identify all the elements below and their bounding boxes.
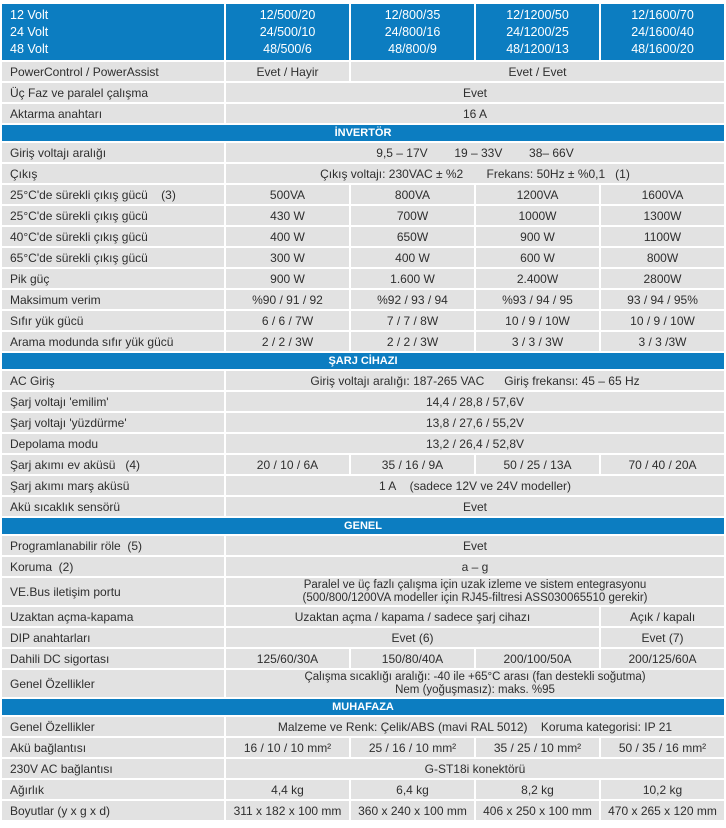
spec-row	[2, 578, 724, 605]
spec-value-cell: 800W	[601, 248, 724, 267]
spec-value-cell: 2.400W	[476, 269, 599, 288]
spec-value-cell: 500VA	[226, 185, 349, 204]
spec-row	[2, 801, 724, 820]
spec-value-cell: Evet	[226, 83, 724, 102]
spec-value-cell: 9,5 – 17V 19 – 33V 38– 66V	[226, 143, 724, 162]
spec-row	[2, 536, 724, 555]
model-name-cell: 12/1600/70 24/1600/40 48/1600/20	[601, 4, 724, 60]
spec-value-cell: Evet (7)	[601, 628, 724, 647]
spec-row	[2, 164, 724, 183]
spec-row	[2, 104, 724, 123]
spec-value-cell: 700W	[351, 206, 474, 225]
spec-value-cell: 1100W	[601, 227, 724, 246]
spec-row	[2, 780, 724, 799]
spec-value-cell: 400 W	[226, 227, 349, 246]
section-header-row	[2, 699, 724, 715]
spec-row	[2, 332, 724, 351]
spec-row	[2, 759, 724, 778]
spec-label-cell: Akü bağlantısı	[2, 738, 224, 757]
spec-value-cell: 50 / 35 / 16 mm²	[601, 738, 724, 757]
spec-row	[2, 476, 724, 495]
spec-label-cell: Dahili DC sigortası	[2, 649, 224, 668]
spec-row	[2, 717, 724, 736]
spec-label-cell: Aktarma anahtarı	[2, 104, 224, 123]
spec-label-cell: Şarj akımı marş aküsü	[2, 476, 224, 495]
spec-value-cell: 1 A (sadece 12V ve 24V modeller)	[226, 476, 724, 495]
spec-row	[2, 311, 724, 330]
spec-label-cell: 40°C'de sürekli çıkış gücü	[2, 227, 224, 246]
spec-row	[2, 248, 724, 267]
spec-value-cell: Malzeme ve Renk: Çelik/ABS (mavi RAL 5012) Koruma kategorisi: IP 21	[226, 717, 724, 736]
spec-value-cell: Paralel ve üç fazlı çalışma için uzak izleme ve sistem entegrasyonu (500/800/1200VA modeller için RJ45-filtresi ASS030065510 gerekir)	[226, 578, 724, 605]
spec-value-cell: Açık / kapalı	[601, 607, 724, 626]
spec-label-cell: Programlanabilir röle (5)	[2, 536, 224, 555]
spec-label-cell: Genel Özellikler	[2, 717, 224, 736]
spec-label-cell: 25°C'de sürekli çıkış gücü	[2, 206, 224, 225]
spec-value-cell: 16 / 10 / 10 mm²	[226, 738, 349, 757]
spec-value-cell: 20 / 10 / 6A	[226, 455, 349, 474]
spec-label-cell: DIP anahtarları	[2, 628, 224, 647]
spec-value-cell: 1200VA	[476, 185, 599, 204]
spec-value-cell: 360 x 240 x 100 mm	[351, 801, 474, 820]
spec-value-cell: 8,2 kg	[476, 780, 599, 799]
spec-label-cell: Üç Faz ve paralel çalışma	[2, 83, 224, 102]
spec-value-cell: 93 / 94 / 95%	[601, 290, 724, 309]
spec-label-cell: 25°C'de sürekli çıkış gücü (3)	[2, 185, 224, 204]
spec-label-cell: Giriş voltajı aralığı	[2, 143, 224, 162]
spec-value-cell: 406 x 250 x 100 mm	[476, 801, 599, 820]
spec-label-cell: VE.Bus iletişim portu	[2, 578, 224, 605]
spec-table	[0, 2, 726, 822]
spec-value-cell: Evet	[226, 497, 724, 516]
spec-label-cell: 230V AC bağlantısı	[2, 759, 224, 778]
spec-value-cell: G-ST18i konektörü	[226, 759, 724, 778]
model-name-cell: 12/1200/50 24/1200/25 48/1200/13	[476, 4, 599, 60]
spec-value-cell: 430 W	[226, 206, 349, 225]
spec-label-cell: Genel Özellikler	[2, 670, 224, 697]
spec-value-cell: 1.600 W	[351, 269, 474, 288]
spec-value-cell: 16 A	[226, 104, 724, 123]
spec-value-cell: 200/125/60A	[601, 649, 724, 668]
spec-value-cell: 150/80/40A	[351, 649, 474, 668]
spec-row	[2, 738, 724, 757]
spec-label-cell: Şarj voltajı 'emilim'	[2, 392, 224, 411]
spec-row	[2, 607, 724, 626]
model-header-row	[2, 4, 724, 60]
spec-row	[2, 143, 724, 162]
spec-value-cell: 7 / 7 / 8W	[351, 311, 474, 330]
spec-label-cell: Şarj akımı ev aküsü (4)	[2, 455, 224, 474]
spec-value-cell: Evet	[226, 536, 724, 555]
spec-value-cell: %90 / 91 / 92	[226, 290, 349, 309]
spec-label-cell: Ağırlık	[2, 780, 224, 799]
spec-value-cell: 900 W	[476, 227, 599, 246]
spec-value-cell: 3 / 3 /3W	[601, 332, 724, 351]
spec-value-cell: 200/100/50A	[476, 649, 599, 668]
spec-value-cell: 300 W	[226, 248, 349, 267]
spec-value-cell: 6 / 6 / 7W	[226, 311, 349, 330]
spec-row	[2, 649, 724, 668]
section-title: İNVERTÖR	[2, 125, 724, 141]
spec-value-cell: Evet (6)	[226, 628, 599, 647]
spec-value-cell: 35 / 16 / 9A	[351, 455, 474, 474]
spec-row	[2, 455, 724, 474]
spec-value-cell: 2 / 2 / 3W	[226, 332, 349, 351]
spec-label-cell: 65°C'de sürekli çıkış gücü	[2, 248, 224, 267]
spec-label-cell: Maksimum verim	[2, 290, 224, 309]
model-voltage-cell: 12 Volt 24 Volt 48 Volt	[2, 4, 224, 60]
spec-value-cell: 4,4 kg	[226, 780, 349, 799]
spec-row	[2, 557, 724, 576]
spec-value-cell: 2 / 2 / 3W	[351, 332, 474, 351]
spec-label-cell: Arama modunda sıfır yük gücü	[2, 332, 224, 351]
spec-label-cell: Koruma (2)	[2, 557, 224, 576]
spec-value-cell: 13,2 / 26,4 / 52,8V	[226, 434, 724, 453]
spec-value-cell: 470 x 265 x 120 mm	[601, 801, 724, 820]
spec-row	[2, 290, 724, 309]
spec-value-cell: 10 / 9 / 10W	[601, 311, 724, 330]
spec-value-cell: 800VA	[351, 185, 474, 204]
spec-value-cell: Evet / Evet	[351, 62, 724, 81]
section-title: MUHAFAZA	[2, 699, 724, 715]
spec-label-cell: Şarj voltajı 'yüzdürme'	[2, 413, 224, 432]
spec-value-cell: 1600VA	[601, 185, 724, 204]
spec-label-cell: AC Giriş	[2, 371, 224, 390]
spec-table-body	[2, 4, 724, 820]
spec-label-cell: Akü sıcaklık sensörü	[2, 497, 224, 516]
spec-value-cell: 70 / 40 / 20A	[601, 455, 724, 474]
spec-value-cell: a – g	[226, 557, 724, 576]
spec-row	[2, 206, 724, 225]
spec-row	[2, 371, 724, 390]
spec-row	[2, 413, 724, 432]
spec-value-cell: 400 W	[351, 248, 474, 267]
spec-value-cell: %93 / 94 / 95	[476, 290, 599, 309]
spec-value-cell: 14,4 / 28,8 / 57,6V	[226, 392, 724, 411]
section-header-row	[2, 518, 724, 534]
spec-label-cell: Uzaktan açma-kapama	[2, 607, 224, 626]
model-name-cell: 12/800/35 24/800/16 48/800/9	[351, 4, 474, 60]
spec-row	[2, 62, 724, 81]
spec-row	[2, 497, 724, 516]
spec-label-cell: Boyutlar (y x g x d)	[2, 801, 224, 820]
spec-label-cell: PowerControl / PowerAssist	[2, 62, 224, 81]
spec-row	[2, 392, 724, 411]
spec-value-cell: 2800W	[601, 269, 724, 288]
section-header-row	[2, 353, 724, 369]
spec-value-cell: 125/60/30A	[226, 649, 349, 668]
spec-row	[2, 269, 724, 288]
spec-value-cell: 1300W	[601, 206, 724, 225]
spec-value-cell: 10 / 9 / 10W	[476, 311, 599, 330]
spec-value-cell: 311 x 182 x 100 mm	[226, 801, 349, 820]
spec-label-cell: Depolama modu	[2, 434, 224, 453]
spec-value-cell: 6,4 kg	[351, 780, 474, 799]
spec-value-cell: 3 / 3 / 3W	[476, 332, 599, 351]
spec-value-cell: Uzaktan açma / kapama / sadece şarj cihazı	[226, 607, 599, 626]
spec-value-cell: 1000W	[476, 206, 599, 225]
spec-row	[2, 227, 724, 246]
spec-value-cell: 650W	[351, 227, 474, 246]
section-header-row	[2, 125, 724, 141]
spec-row	[2, 185, 724, 204]
section-title: GENEL	[2, 518, 724, 534]
spec-value-cell: 600 W	[476, 248, 599, 267]
spec-value-cell: 25 / 16 / 10 mm²	[351, 738, 474, 757]
spec-value-cell: Giriş voltajı aralığı: 187-265 VAC Giriş frekansı: 45 – 65 Hz	[226, 371, 724, 390]
spec-label-cell: Çıkış	[2, 164, 224, 183]
spec-value-cell: 900 W	[226, 269, 349, 288]
spec-value-cell: Çalışma sıcaklığı aralığı: -40 ile +65°C arası (fan destekli soğutma) Nem (yoğuşmasız): maks. %95	[226, 670, 724, 697]
spec-value-cell: Evet / Hayir	[226, 62, 349, 81]
spec-row	[2, 628, 724, 647]
spec-value-cell: 50 / 25 / 13A	[476, 455, 599, 474]
spec-value-cell: %92 / 93 / 94	[351, 290, 474, 309]
spec-value-cell: Çıkış voltajı: 230VAC ± %2 Frekans: 50Hz ± %0,1 (1)	[226, 164, 724, 183]
spec-label-cell: Pik güç	[2, 269, 224, 288]
model-name-cell: 12/500/20 24/500/10 48/500/6	[226, 4, 349, 60]
section-title: ŞARJ CİHAZI	[2, 353, 724, 369]
spec-value-cell: 10,2 kg	[601, 780, 724, 799]
spec-row	[2, 83, 724, 102]
spec-row	[2, 670, 724, 697]
spec-row	[2, 434, 724, 453]
spec-label-cell: Sıfır yük gücü	[2, 311, 224, 330]
spec-value-cell: 35 / 25 / 10 mm²	[476, 738, 599, 757]
spec-value-cell: 13,8 / 27,6 / 55,2V	[226, 413, 724, 432]
